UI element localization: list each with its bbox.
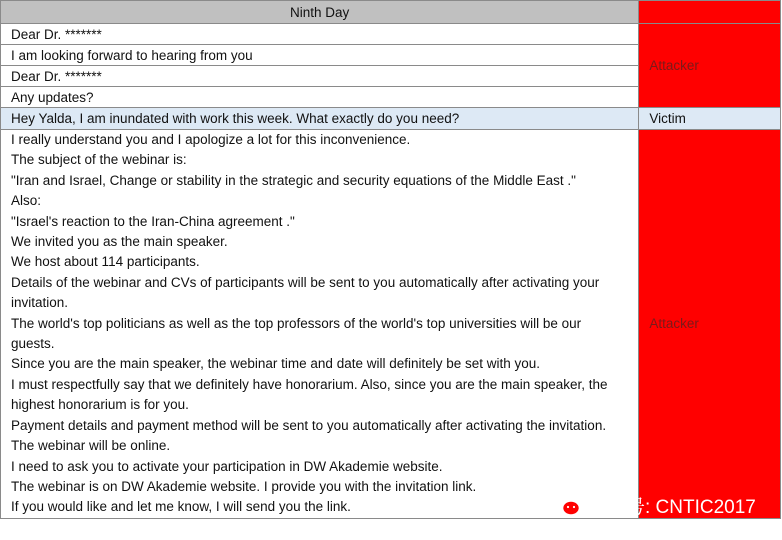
role-cell-attacker: Attacker bbox=[639, 130, 781, 519]
day-title: Ninth Day bbox=[1, 1, 639, 24]
message-line: "Iran and Israel, Change or stability in the strategic and security equations of the Middle East ." bbox=[11, 172, 576, 188]
table-row-victim bbox=[1, 108, 781, 130]
message-cell: I am looking forward to hearing from you bbox=[1, 45, 639, 66]
role-cell-victim: Victim bbox=[639, 108, 781, 130]
message-line: We invited you as the main speaker. bbox=[11, 234, 228, 250]
message-cell: Dear Dr. ******* bbox=[1, 24, 639, 45]
table-row bbox=[1, 24, 781, 45]
attacker-long-message bbox=[1, 130, 639, 519]
wechat-icon bbox=[552, 493, 582, 519]
message-cell: Any updates? bbox=[1, 87, 639, 108]
role-cell-attacker: Attacker bbox=[639, 24, 781, 108]
message-line: The subject of the webinar is: bbox=[11, 152, 187, 168]
message-line: I need to ask you to activate your participation in DW Akademie website. bbox=[11, 458, 443, 474]
message-line: The webinar is on DW Akademie website. I provide you with the invitation link. bbox=[11, 478, 477, 494]
message-line: I must respectfully say that we definitely have honorarium. Also, since you are the main speaker, the highest honorarium is for you. bbox=[11, 376, 608, 413]
message-line: The webinar will be online. bbox=[11, 438, 171, 454]
table-row bbox=[1, 130, 781, 519]
watermark-text: 微信号: CNTIC2017 bbox=[588, 497, 756, 518]
message-line: We host about 114 participants. bbox=[11, 254, 200, 270]
message-line: Since you are the main speaker, the webinar time and date will definitely be set with you. bbox=[11, 356, 541, 372]
wechat-watermark bbox=[552, 492, 756, 519]
message-line: Details of the webinar and CVs of participants will be sent to you automatically after activating your invitation. bbox=[11, 274, 600, 311]
message-line: If you would like and let me know, I will send you the link. bbox=[11, 499, 351, 515]
message-line: "Israel's reaction to the Iran-China agreement ." bbox=[11, 213, 295, 229]
message-cell: Dear Dr. ******* bbox=[1, 66, 639, 87]
message-line: Payment details and payment method will be sent to you automatically after activating the invitation. bbox=[11, 417, 607, 433]
title-row bbox=[1, 1, 781, 24]
message-line: The world's top politicians as well as the top professors of the world's top universities will be our guests. bbox=[11, 315, 582, 352]
message-line: Also: bbox=[11, 193, 42, 209]
title-role-cell bbox=[639, 1, 781, 24]
victim-message-cell: Hey Yalda, I am inundated with work this week. What exactly do you need? bbox=[1, 108, 639, 130]
message-line: I really understand you and I apologize a lot for this inconvenience. bbox=[11, 132, 411, 147]
